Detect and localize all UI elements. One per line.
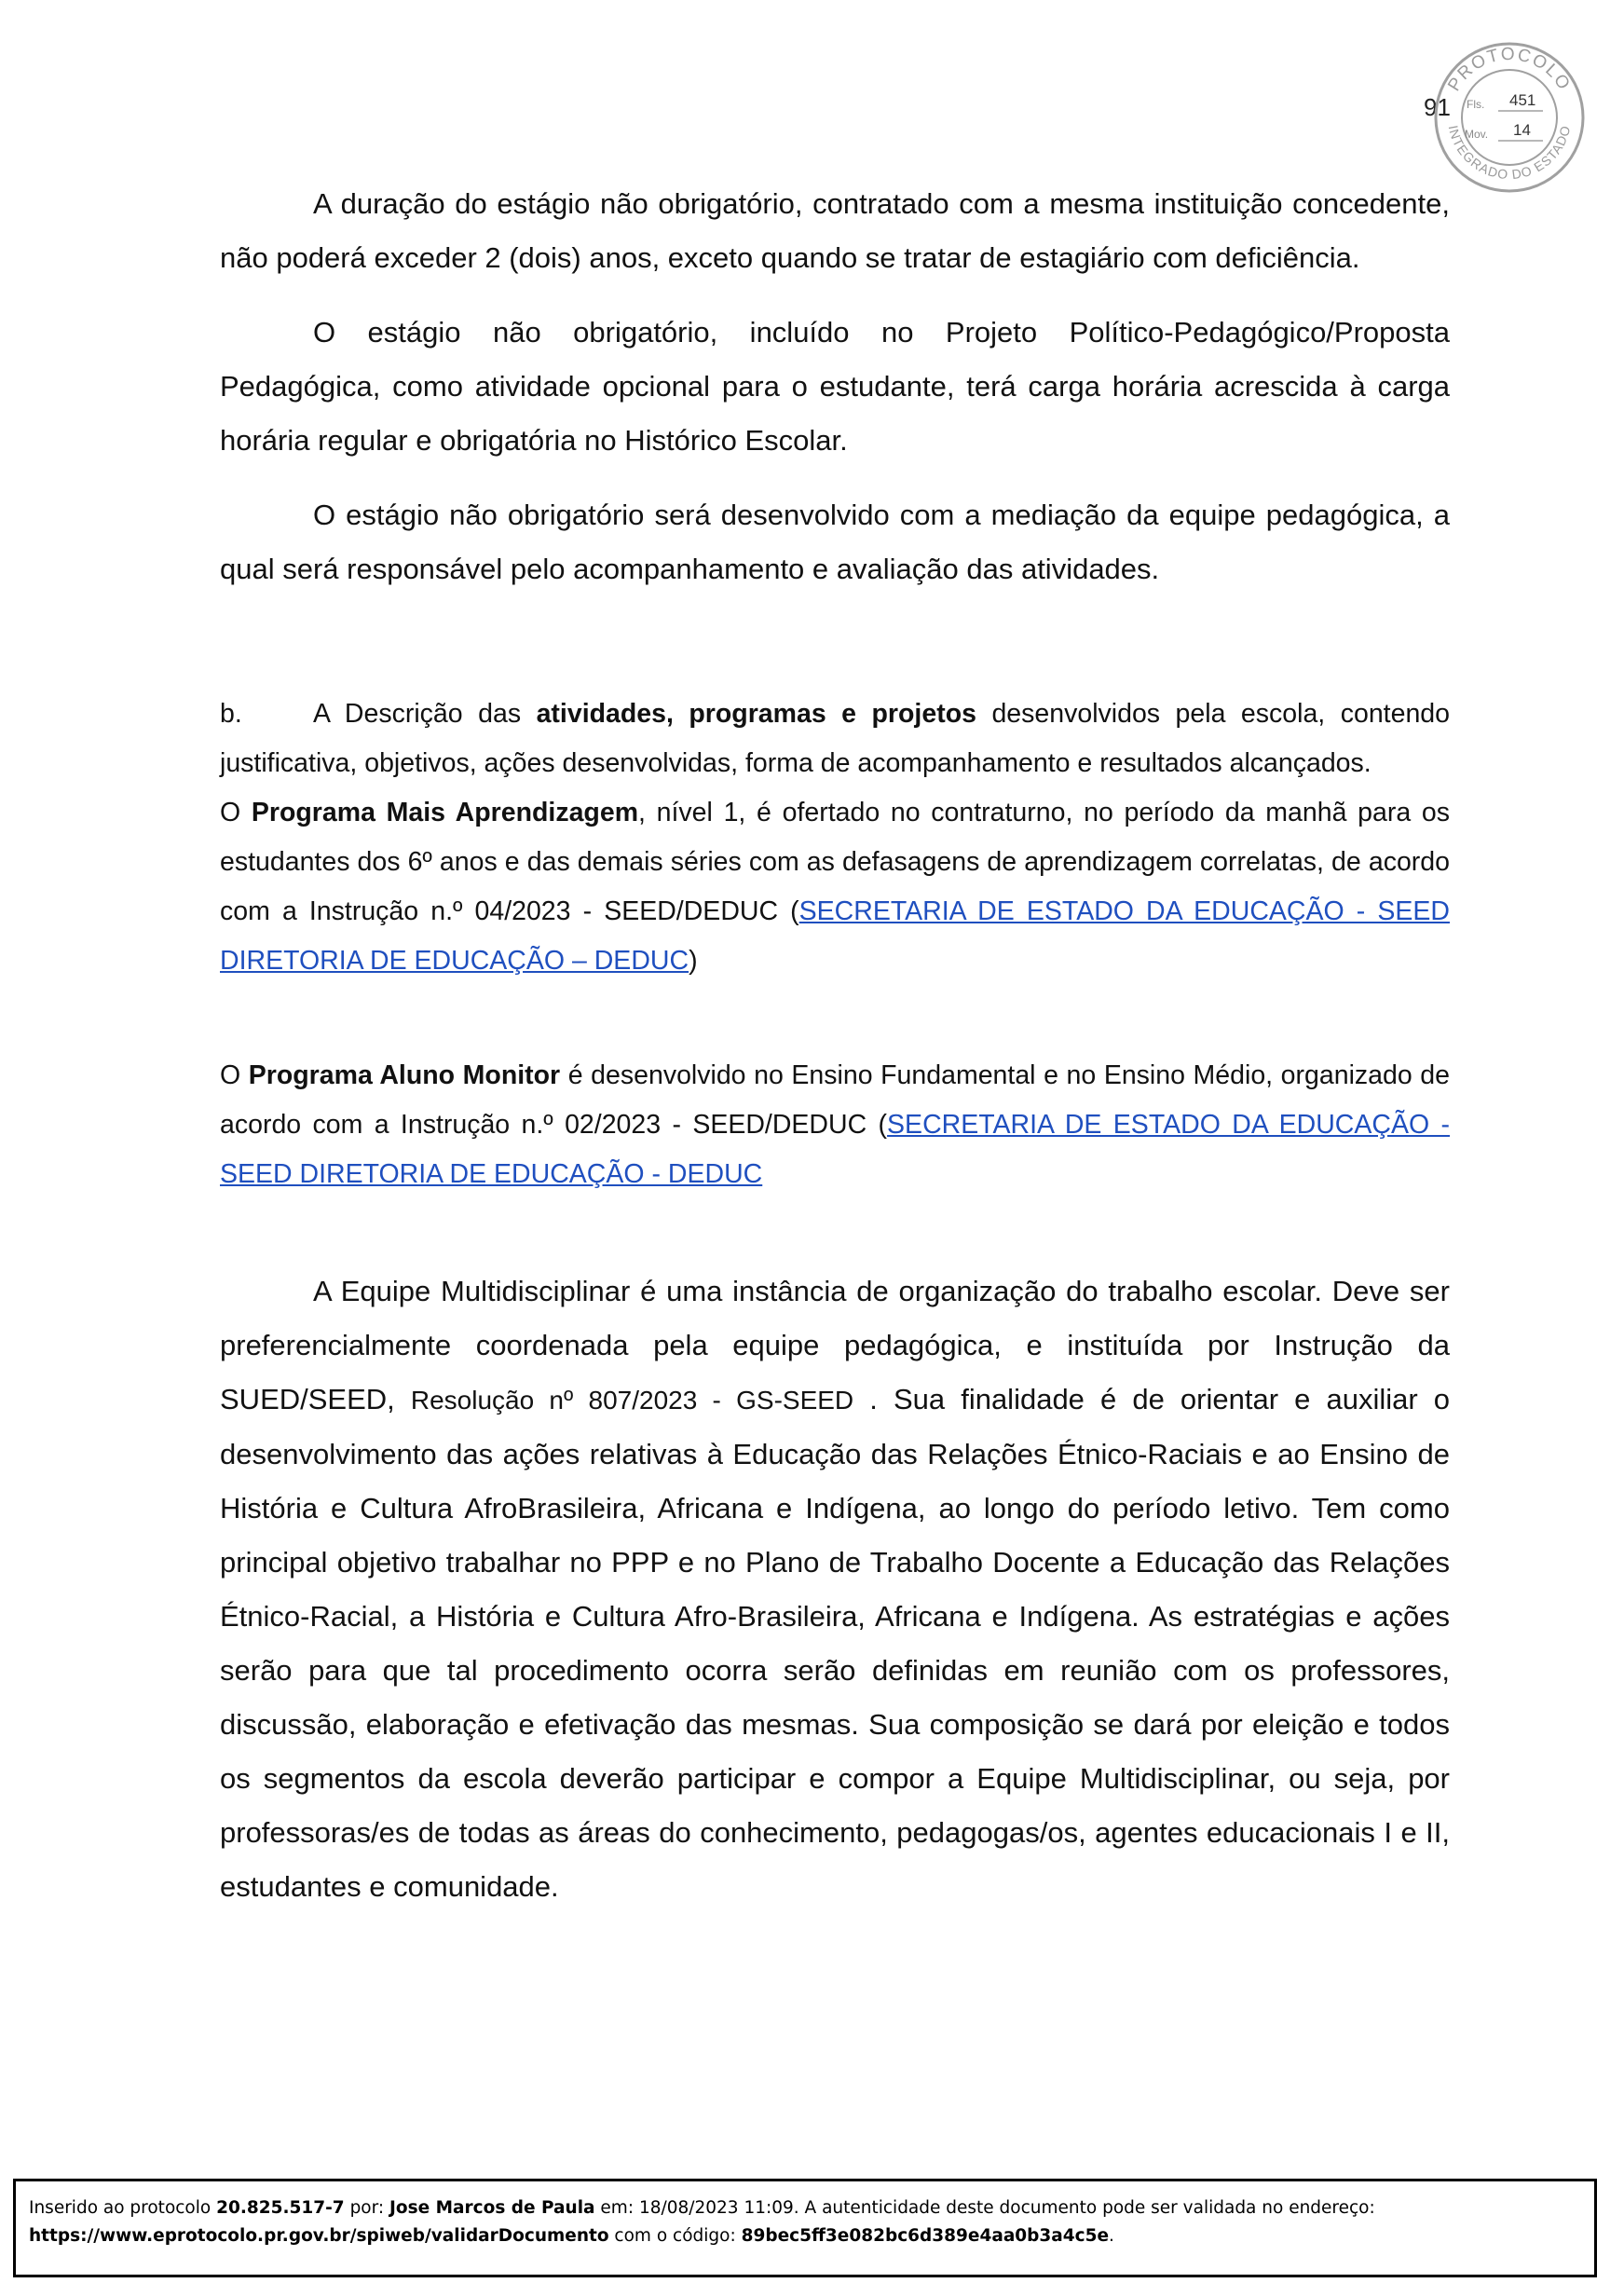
item-b-marker: b. [220,699,242,729]
stamp-fls-value: 451 [1509,91,1536,109]
document-body [220,177,1450,1934]
programa-mais-aprendizagem: O Programa Mais Aprendizagem, nível 1, é ofertado no contraturno, no período da manhã para os estudantes dos 6º anos e das demais séries com as defasagens de aprendizagem correlatas, de acordo com a Instrução n.º 04/2023 - SEED/DEDUC (SECRETARIA DE ESTADO DA EDUCAÇÃO - SEED DIRETORIA DE EDUCAÇÃO – DEDUC) [220,798,1450,976]
stamp-fls-label: Fls. [1467,98,1485,111]
item-b-descricao: b. A Descrição das atividades, programas e projetos desenvolvidos pela escola, contendo justificativa, objetivos, ações desenvolvidas, forma de acompanhamento e resultados alcançados. [220,690,1450,788]
paragraph-estagio-mediacao: O estágio não obrigatório será desenvolvido com a mediação da equipe pedagógica, a qual será responsável pelo acompanhamento e avaliação das atividades. [220,499,1450,585]
footer-line-2: https://www.eprotocolo.pr.gov.br/spiweb/validarDocumento com o código: 89bec5ff3e082bc6d389e4aa0b3a4c5e. [29,2226,1114,2246]
page-number: 91 [1424,93,1451,121]
paragraph-estagio-duracao: A duração do estágio não obrigatório, contratado com a mesma instituição concedente, não poderá exceder 2 (dois) anos, exceto quando se tratar de estagiário com deficiência. [220,187,1450,274]
stamp-ring-bottom: INTEGRADO DO ESTADO [1445,123,1574,183]
validation-url[interactable]: https://www.eprotocolo.pr.gov.br/spiweb/validarDocumento [29,2226,609,2246]
paragraph-equipe-multidisciplinar: A Equipe Multidisciplinar é uma instância de organização do trabalho escolar. Deve ser preferencialmente coordenada pela equipe pedagógica, e instituída por Instrução da SUED/SEED, Resolução nº 807/2023 - GS-SEED . Sua finalidade é de orientar e auxiliar o desenvolvimento das ações relativas à Educação das Relações Étnico-Raciais e ao Ensino de História e Cultura AfroBrasileira, Africana e Indígena, ao longo do período letivo. Tem como principal objetivo trabalhar no PPP e no Plano de Trabalho Docente a Educação das Relações Étnico-Racial, a História e Cultura Afro-Brasileira, Africana e Indígena. As estratégias e ações serão para que tal procedimento ocorra serão definidas em reunião com os professores, discussão, elaboração e efetivação das mesmas. Sua composição se dará por eleição e todos os segmentos da escola deverão participar e compor a Equipe Multidisciplinar, ou seja, por professoras/es de todas as áreas do conhecimento, pedagogas/os, agentes educacionais I e II, estudantes e comunidade. [220,1275,1451,1903]
seed-deduc-monitor-link[interactable]: SECRETARIA DE ESTADO DA EDUCAÇÃO - SEED DIRETORIA DE EDUCAÇÃO - DEDUC [220,1110,1451,1189]
paragraph-estagio-carga-horaria: O estágio não obrigatório, incluído no Projeto Político-Pedagógico/Proposta Pedagógica, como atividade opcional para o estudante, terá carga horária acrescida à carga horária regular e obrigatória no Histórico Escolar. [220,316,1450,457]
stamp-ring-top: PROTOCOLO [1444,44,1575,95]
protocol-footer [13,2179,1597,2277]
validation-code: 89bec5ff3e082bc6d389e4aa0b3a4c5e [741,2226,1110,2246]
programa-aluno-monitor: O Programa Aluno Monitor é desenvolvido no Ensino Fundamental e no Ensino Médio, organizado de acordo com a Instrução n.º 02/2023 - SEED/DEDUC (SECRETARIA DE ESTADO DA EDUCAÇÃO - SEED DIRETORIA DE EDUCAÇÃO - DEDUC [220,1060,1451,1189]
footer-line-1: Inserido ao protocolo 20.825.517-7 por: Jose Marcos de Paula em: 18/08/2023 11:09. A autenticidade deste documento pode ser validada no endereço: [29,2198,1375,2218]
seed-deduc-link[interactable]: SECRETARIA DE ESTADO DA EDUCAÇÃO - SEED DIRETORIA DE EDUCAÇÃO – DEDUC [220,896,1450,976]
protocol-stamp [1433,41,1586,194]
stamp-mov-label: Mov. [1465,128,1489,141]
stamp-mov-value: 14 [1513,121,1531,139]
